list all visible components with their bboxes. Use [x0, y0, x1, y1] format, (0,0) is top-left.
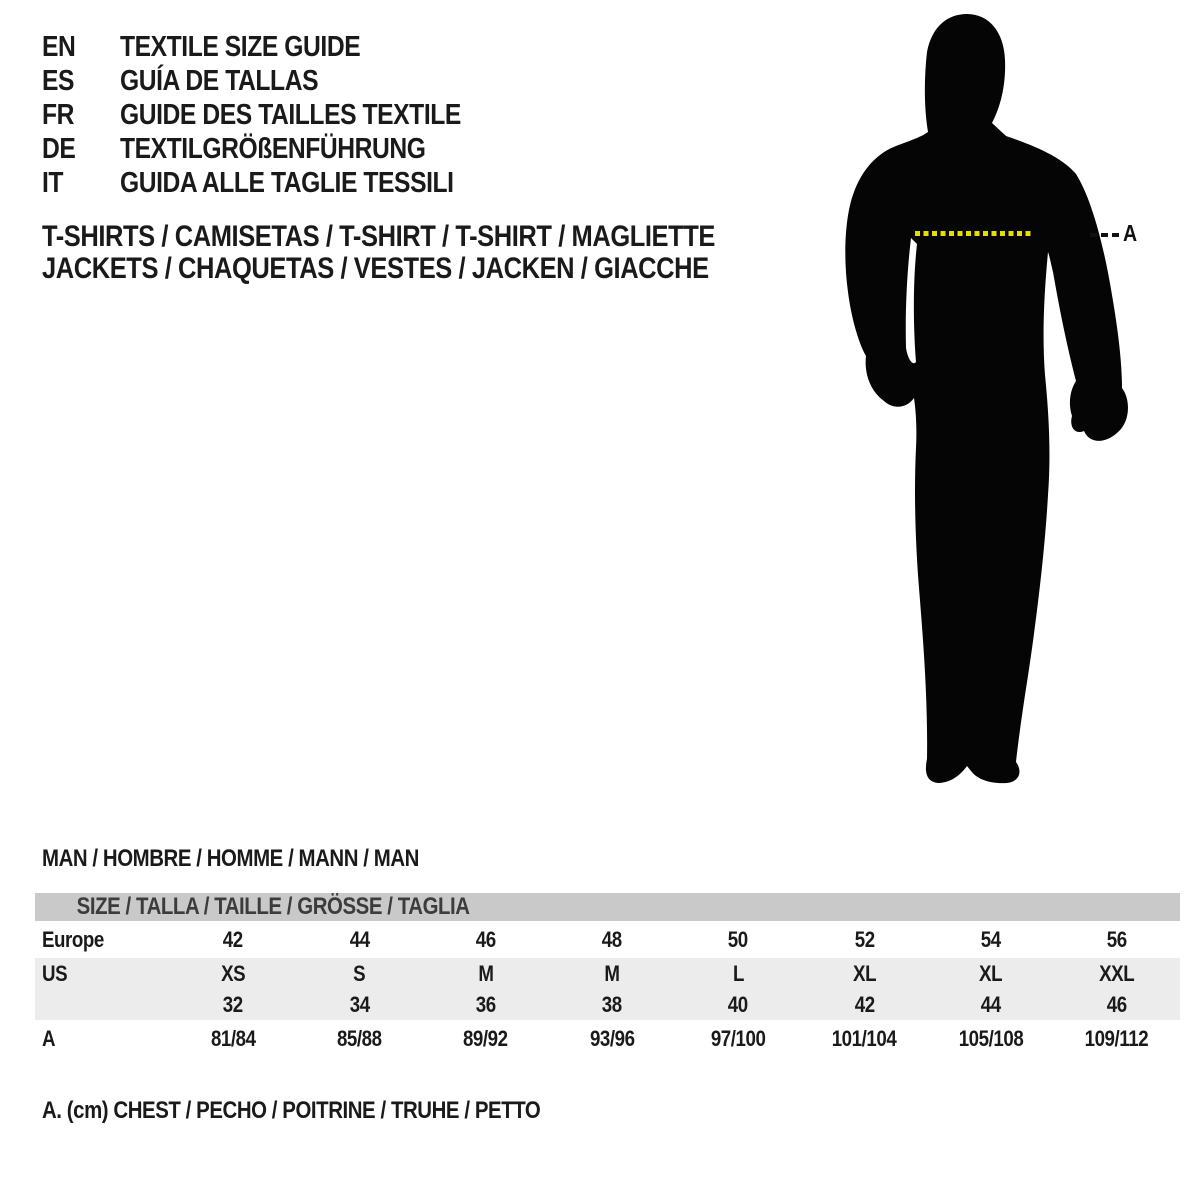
size-value-text: 44	[980, 991, 1001, 1017]
row-label-text: A	[42, 1026, 56, 1051]
measurement-pointer-dashes	[1090, 233, 1120, 237]
language-row	[42, 132, 521, 166]
size-value	[1054, 927, 1180, 953]
size-value	[549, 1026, 675, 1052]
size-value-text: 101/104	[832, 1026, 897, 1051]
row-label	[35, 1026, 170, 1052]
size-value	[296, 1026, 422, 1052]
size-value	[928, 961, 1054, 987]
size-value	[801, 927, 927, 953]
size-value-text: 50	[728, 926, 749, 952]
size-value-text: 54	[980, 926, 1001, 952]
section-title-text: MAN / HOMBRE / HOMME / MANN / MAN	[42, 845, 419, 872]
size-value-text: 44	[349, 926, 370, 952]
size-value	[170, 961, 296, 987]
language-label	[120, 167, 512, 200]
man-silhouette-body	[845, 14, 1128, 783]
table-row	[35, 921, 1180, 958]
size-value-text: S	[353, 960, 366, 986]
size-value-text: 32	[223, 991, 244, 1017]
size-value	[170, 992, 296, 1018]
size-value	[423, 961, 549, 987]
size-value-text: 34	[349, 991, 370, 1017]
language-label-text: GUÍA DE TALLAS	[120, 64, 319, 97]
size-value	[1054, 1026, 1180, 1052]
size-table-header-text: SIZE / TALLA / TAILLE / GRÖSSE / TAGLIA	[76, 893, 470, 920]
measurement-label-text: A	[1123, 220, 1137, 246]
language-row	[42, 64, 521, 98]
size-value	[801, 1026, 927, 1052]
section-title	[42, 845, 485, 873]
language-label-text: GUIDA ALLE TAGLIE TESSILI	[120, 166, 454, 199]
size-value-text: XL	[979, 960, 1003, 986]
size-value	[1054, 992, 1180, 1018]
size-value-text: M	[604, 960, 620, 986]
size-value-text: 105/108	[958, 1026, 1023, 1051]
size-value-text: 81/84	[210, 1026, 256, 1051]
size-value-text: 56	[1106, 926, 1127, 952]
measurement-label-a	[1123, 220, 1139, 247]
size-value-text: M	[478, 960, 494, 986]
size-value-text: 52	[854, 926, 875, 952]
size-value	[928, 1026, 1054, 1052]
language-code	[42, 65, 120, 98]
size-value	[549, 927, 675, 953]
language-code-text: ES	[42, 64, 75, 97]
measurement-legend	[42, 1097, 628, 1125]
category-line	[42, 253, 834, 285]
size-value	[423, 992, 549, 1018]
language-code	[42, 31, 120, 64]
size-value	[296, 961, 422, 987]
language-label	[120, 99, 521, 132]
row-label-text: Europe	[42, 926, 104, 952]
language-code-text: FR	[42, 98, 75, 131]
size-value-text: 38	[601, 991, 622, 1017]
language-code-text: EN	[42, 30, 76, 63]
chest-measurement-line	[915, 231, 1033, 236]
table-row	[35, 958, 1180, 989]
category-list	[42, 221, 834, 285]
language-code	[42, 167, 120, 200]
size-value	[170, 927, 296, 953]
size-value	[423, 1026, 549, 1052]
category-line	[42, 221, 834, 253]
size-value-text: 42	[223, 926, 244, 952]
language-code	[42, 99, 120, 132]
size-value-text: 85/88	[337, 1026, 382, 1051]
size-table-header	[35, 893, 1180, 921]
size-value-text: XS	[221, 960, 246, 986]
man-silhouette	[820, 0, 1200, 800]
language-row	[42, 98, 521, 132]
size-value-text: 36	[475, 991, 496, 1017]
size-value-text: 42	[854, 991, 875, 1017]
size-value-text: XXL	[1099, 960, 1135, 986]
size-value-text: 46	[475, 926, 496, 952]
size-value-text: 46	[1106, 991, 1127, 1017]
table-row	[35, 1020, 1180, 1058]
language-code	[42, 133, 120, 166]
size-value	[675, 961, 801, 987]
man-silhouette-figure	[820, 0, 1200, 800]
size-value	[675, 992, 801, 1018]
size-value-text: 97/100	[710, 1026, 766, 1051]
size-value	[1054, 961, 1180, 987]
size-value	[801, 992, 927, 1018]
language-row	[42, 166, 521, 200]
language-header	[42, 30, 521, 200]
size-table-body	[35, 921, 1180, 1058]
row-label	[35, 927, 170, 953]
size-value-text: L	[732, 960, 744, 986]
language-code-text: DE	[42, 132, 76, 165]
row-label	[35, 992, 170, 1018]
size-value-text: 40	[728, 991, 749, 1017]
language-label-text: TEXTILE SIZE GUIDE	[120, 30, 361, 63]
size-value	[675, 927, 801, 953]
size-value	[549, 961, 675, 987]
language-label	[120, 133, 479, 166]
size-value-text: 89/92	[463, 1026, 508, 1051]
size-value	[296, 927, 422, 953]
language-row	[42, 30, 521, 64]
language-label	[120, 31, 403, 64]
language-label	[120, 65, 353, 98]
size-value	[423, 927, 549, 953]
size-value	[928, 992, 1054, 1018]
row-label	[35, 961, 170, 987]
size-value	[801, 961, 927, 987]
size-value-text: 109/112	[1085, 1026, 1149, 1051]
measurement-legend-text: A. (cm) CHEST / PECHO / POITRINE / TRUHE / PETTO	[42, 1097, 541, 1124]
size-value	[928, 927, 1054, 953]
size-value-text: 93/96	[589, 1026, 635, 1051]
size-value	[549, 992, 675, 1018]
category-line-text: JACKETS / CHAQUETAS / VESTES / JACKEN / GIACCHE	[42, 252, 709, 285]
row-label-text: US	[42, 960, 68, 986]
size-value-text: XL	[852, 960, 876, 986]
language-code-text: IT	[42, 166, 64, 199]
size-value-text: 48	[601, 926, 622, 952]
size-table	[35, 893, 1180, 1058]
category-line-text: T-SHIRTS / CAMISETAS / T-SHIRT / T-SHIRT / MAGLIETTE	[42, 220, 716, 253]
table-row	[35, 989, 1180, 1020]
size-value	[675, 1026, 801, 1052]
language-label-text: GUIDE DES TAILLES TEXTILE	[120, 98, 461, 131]
size-value	[296, 992, 422, 1018]
language-label-text: TEXTILGRÖßENFÜHRUNG	[120, 132, 426, 165]
size-value	[170, 1026, 296, 1052]
